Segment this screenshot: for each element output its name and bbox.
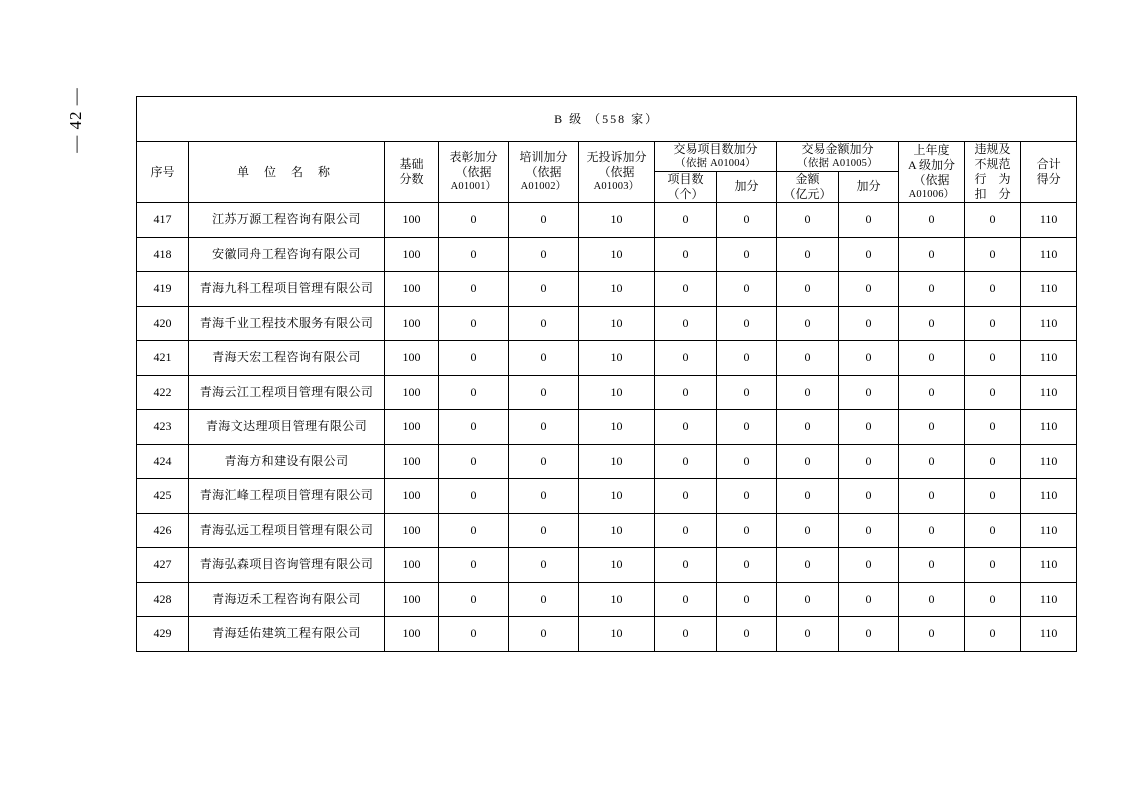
row-trade-amount-bonus: 0 [839, 375, 899, 410]
row-total-score: 110 [1021, 548, 1077, 583]
row-unit-name: 青海方和建设有限公司 [189, 444, 385, 479]
row-trade-count-bonus: 0 [717, 617, 777, 652]
row-seq: 418 [137, 237, 189, 272]
table-row [137, 341, 1077, 376]
row-award-bonus: 0 [439, 617, 509, 652]
row-trade-amount: 0 [777, 272, 839, 307]
row-trade-amount-bonus: 0 [839, 479, 899, 514]
row-award-bonus: 0 [439, 306, 509, 341]
row-trade-count: 0 [655, 479, 717, 514]
row-training-bonus: 0 [509, 410, 579, 445]
row-prev-year-bonus: 0 [899, 444, 965, 479]
row-trade-amount: 0 [777, 306, 839, 341]
row-training-bonus: 0 [509, 479, 579, 514]
row-violation-deduction: 0 [965, 582, 1021, 617]
row-base-score: 100 [385, 617, 439, 652]
table-row [137, 479, 1077, 514]
row-total-score: 110 [1021, 306, 1077, 341]
row-base-score: 100 [385, 375, 439, 410]
row-trade-count-bonus: 0 [717, 513, 777, 548]
row-trade-amount: 0 [777, 341, 839, 376]
row-training-bonus: 0 [509, 203, 579, 238]
header-trade-amount-number: 金额 （亿元） [777, 171, 839, 202]
row-award-bonus: 0 [439, 375, 509, 410]
row-trade-amount: 0 [777, 548, 839, 583]
header-seq: 序号 [137, 142, 189, 203]
row-seq: 419 [137, 272, 189, 307]
table-row [137, 306, 1077, 341]
row-unit-name: 安徽同舟工程咨询有限公司 [189, 237, 385, 272]
row-prev-year-bonus: 0 [899, 375, 965, 410]
row-prev-year-bonus: 0 [899, 582, 965, 617]
table-row [137, 375, 1077, 410]
row-unit-name: 青海弘森项目咨询管理有限公司 [189, 548, 385, 583]
row-trade-amount-bonus: 0 [839, 513, 899, 548]
row-award-bonus: 0 [439, 341, 509, 376]
header-trade-amount-group: 交易金额加分 （依据 A01005） [777, 142, 899, 172]
row-award-bonus: 0 [439, 548, 509, 583]
row-no-complaint-bonus: 10 [579, 237, 655, 272]
row-seq: 428 [137, 582, 189, 617]
row-trade-amount-bonus: 0 [839, 548, 899, 583]
row-total-score: 110 [1021, 513, 1077, 548]
row-no-complaint-bonus: 10 [579, 548, 655, 583]
row-prev-year-bonus: 0 [899, 272, 965, 307]
row-seq: 421 [137, 341, 189, 376]
row-unit-name: 青海文达理项目管理有限公司 [189, 410, 385, 445]
row-trade-amount: 0 [777, 410, 839, 445]
row-no-complaint-bonus: 10 [579, 306, 655, 341]
table-row [137, 203, 1077, 238]
row-no-complaint-bonus: 10 [579, 617, 655, 652]
row-award-bonus: 0 [439, 410, 509, 445]
header-trade-count-group: 交易项目数加分 （依据 A01004） [655, 142, 777, 172]
row-base-score: 100 [385, 203, 439, 238]
row-trade-count-bonus: 0 [717, 582, 777, 617]
row-seq: 420 [137, 306, 189, 341]
row-training-bonus: 0 [509, 237, 579, 272]
row-prev-year-bonus: 0 [899, 548, 965, 583]
header-row-1 [137, 142, 1077, 172]
row-violation-deduction: 0 [965, 513, 1021, 548]
header-trade-count-number: 项目数 （个） [655, 171, 717, 202]
row-trade-amount-bonus: 0 [839, 410, 899, 445]
row-base-score: 100 [385, 306, 439, 341]
row-total-score: 110 [1021, 410, 1077, 445]
row-no-complaint-bonus: 10 [579, 479, 655, 514]
row-seq: 423 [137, 410, 189, 445]
row-seq: 424 [137, 444, 189, 479]
row-award-bonus: 0 [439, 237, 509, 272]
row-base-score: 100 [385, 272, 439, 307]
row-trade-amount: 0 [777, 479, 839, 514]
row-violation-deduction: 0 [965, 306, 1021, 341]
row-no-complaint-bonus: 10 [579, 410, 655, 445]
row-no-complaint-bonus: 10 [579, 375, 655, 410]
row-seq: 427 [137, 548, 189, 583]
row-training-bonus: 0 [509, 513, 579, 548]
row-trade-count: 0 [655, 203, 717, 238]
row-total-score: 110 [1021, 617, 1077, 652]
row-prev-year-bonus: 0 [899, 237, 965, 272]
row-training-bonus: 0 [509, 548, 579, 583]
row-base-score: 100 [385, 582, 439, 617]
row-trade-count: 0 [655, 513, 717, 548]
row-base-score: 100 [385, 548, 439, 583]
row-base-score: 100 [385, 479, 439, 514]
row-trade-amount-bonus: 0 [839, 272, 899, 307]
row-violation-deduction: 0 [965, 479, 1021, 514]
row-trade-amount-bonus: 0 [839, 306, 899, 341]
row-trade-amount: 0 [777, 582, 839, 617]
row-training-bonus: 0 [509, 617, 579, 652]
row-trade-count: 0 [655, 237, 717, 272]
header-base-score: 基础 分数 [385, 142, 439, 203]
row-base-score: 100 [385, 410, 439, 445]
table-row [137, 410, 1077, 445]
row-violation-deduction: 0 [965, 410, 1021, 445]
row-total-score: 110 [1021, 272, 1077, 307]
row-award-bonus: 0 [439, 479, 509, 514]
header-prev-year-a-bonus: 上年度 A 级加分 （依据 A01006） [899, 142, 965, 203]
row-trade-amount: 0 [777, 375, 839, 410]
header-trade-count-bonus: 加分 [717, 171, 777, 202]
row-trade-amount-bonus: 0 [839, 203, 899, 238]
row-no-complaint-bonus: 10 [579, 272, 655, 307]
row-prev-year-bonus: 0 [899, 306, 965, 341]
table-title-row [137, 97, 1077, 142]
row-training-bonus: 0 [509, 444, 579, 479]
row-unit-name: 青海汇峰工程项目管理有限公司 [189, 479, 385, 514]
table-row [137, 617, 1077, 652]
row-prev-year-bonus: 0 [899, 410, 965, 445]
row-total-score: 110 [1021, 479, 1077, 514]
header-no-complaint-bonus: 无投诉加分 （依据 A01003） [579, 142, 655, 203]
row-prev-year-bonus: 0 [899, 479, 965, 514]
row-violation-deduction: 0 [965, 237, 1021, 272]
row-prev-year-bonus: 0 [899, 513, 965, 548]
row-total-score: 110 [1021, 203, 1077, 238]
row-trade-amount: 0 [777, 444, 839, 479]
row-unit-name: 青海云江工程项目管理有限公司 [189, 375, 385, 410]
row-seq: 426 [137, 513, 189, 548]
row-seq: 422 [137, 375, 189, 410]
row-trade-amount-bonus: 0 [839, 617, 899, 652]
row-trade-amount: 0 [777, 203, 839, 238]
row-unit-name: 青海迈禾工程咨询有限公司 [189, 582, 385, 617]
row-violation-deduction: 0 [965, 203, 1021, 238]
row-trade-count-bonus: 0 [717, 375, 777, 410]
row-violation-deduction: 0 [965, 272, 1021, 307]
row-trade-amount-bonus: 0 [839, 341, 899, 376]
header-total-score: 合计 得分 [1021, 142, 1077, 203]
row-trade-amount-bonus: 0 [839, 237, 899, 272]
row-trade-count: 0 [655, 617, 717, 652]
row-unit-name: 江苏万源工程咨询有限公司 [189, 203, 385, 238]
row-base-score: 100 [385, 444, 439, 479]
row-violation-deduction: 0 [965, 548, 1021, 583]
row-seq: 429 [137, 617, 189, 652]
row-award-bonus: 0 [439, 272, 509, 307]
row-trade-count: 0 [655, 375, 717, 410]
row-trade-amount: 0 [777, 237, 839, 272]
row-unit-name: 青海廷佑建筑工程有限公司 [189, 617, 385, 652]
row-no-complaint-bonus: 10 [579, 582, 655, 617]
row-seq: 417 [137, 203, 189, 238]
row-trade-count: 0 [655, 272, 717, 307]
header-award-bonus: 表彰加分 （依据 A01001） [439, 142, 509, 203]
row-award-bonus: 0 [439, 444, 509, 479]
row-base-score: 100 [385, 341, 439, 376]
row-violation-deduction: 0 [965, 444, 1021, 479]
row-trade-count-bonus: 0 [717, 479, 777, 514]
row-total-score: 110 [1021, 237, 1077, 272]
row-base-score: 100 [385, 237, 439, 272]
row-unit-name: 青海天宏工程咨询有限公司 [189, 341, 385, 376]
row-total-score: 110 [1021, 341, 1077, 376]
row-trade-count-bonus: 0 [717, 410, 777, 445]
row-trade-count-bonus: 0 [717, 203, 777, 238]
row-trade-count-bonus: 0 [717, 444, 777, 479]
row-total-score: 110 [1021, 375, 1077, 410]
row-unit-name: 青海千业工程技术服务有限公司 [189, 306, 385, 341]
row-no-complaint-bonus: 10 [579, 444, 655, 479]
table-title: B 级 （558 家） [137, 97, 1077, 142]
row-training-bonus: 0 [509, 582, 579, 617]
row-trade-count-bonus: 0 [717, 341, 777, 376]
header-training-bonus: 培训加分 （依据 A01002） [509, 142, 579, 203]
row-total-score: 110 [1021, 582, 1077, 617]
row-training-bonus: 0 [509, 306, 579, 341]
row-violation-deduction: 0 [965, 617, 1021, 652]
grade-table [136, 96, 1077, 652]
row-trade-count-bonus: 0 [717, 306, 777, 341]
row-trade-amount: 0 [777, 513, 839, 548]
row-violation-deduction: 0 [965, 341, 1021, 376]
grade-table-container [136, 96, 1061, 652]
page-number: — 42 — [66, 87, 85, 153]
row-seq: 425 [137, 479, 189, 514]
row-trade-count: 0 [655, 582, 717, 617]
table-row [137, 582, 1077, 617]
table-row [137, 444, 1077, 479]
table-row [137, 272, 1077, 307]
row-award-bonus: 0 [439, 582, 509, 617]
header-unit-name: 单 位 名 称 [189, 142, 385, 203]
row-base-score: 100 [385, 513, 439, 548]
row-no-complaint-bonus: 10 [579, 513, 655, 548]
row-trade-count-bonus: 0 [717, 237, 777, 272]
row-prev-year-bonus: 0 [899, 203, 965, 238]
header-trade-amount-bonus: 加分 [839, 171, 899, 202]
row-no-complaint-bonus: 10 [579, 341, 655, 376]
row-trade-amount-bonus: 0 [839, 444, 899, 479]
row-trade-count-bonus: 0 [717, 548, 777, 583]
row-trade-count: 0 [655, 548, 717, 583]
row-violation-deduction: 0 [965, 375, 1021, 410]
table-row [137, 237, 1077, 272]
row-award-bonus: 0 [439, 203, 509, 238]
row-prev-year-bonus: 0 [899, 617, 965, 652]
header-violation-deduction: 违规及 不规范 行 为 扣 分 [965, 142, 1021, 203]
table-row [137, 548, 1077, 583]
row-training-bonus: 0 [509, 341, 579, 376]
row-trade-amount-bonus: 0 [839, 582, 899, 617]
row-trade-count: 0 [655, 444, 717, 479]
row-total-score: 110 [1021, 444, 1077, 479]
row-trade-amount: 0 [777, 617, 839, 652]
row-award-bonus: 0 [439, 513, 509, 548]
row-prev-year-bonus: 0 [899, 341, 965, 376]
row-training-bonus: 0 [509, 375, 579, 410]
row-unit-name: 青海弘远工程项目管理有限公司 [189, 513, 385, 548]
table-row [137, 513, 1077, 548]
row-trade-count: 0 [655, 341, 717, 376]
row-training-bonus: 0 [509, 272, 579, 307]
row-trade-count: 0 [655, 410, 717, 445]
row-no-complaint-bonus: 10 [579, 203, 655, 238]
row-trade-count: 0 [655, 306, 717, 341]
row-unit-name: 青海九科工程项目管理有限公司 [189, 272, 385, 307]
row-trade-count-bonus: 0 [717, 272, 777, 307]
